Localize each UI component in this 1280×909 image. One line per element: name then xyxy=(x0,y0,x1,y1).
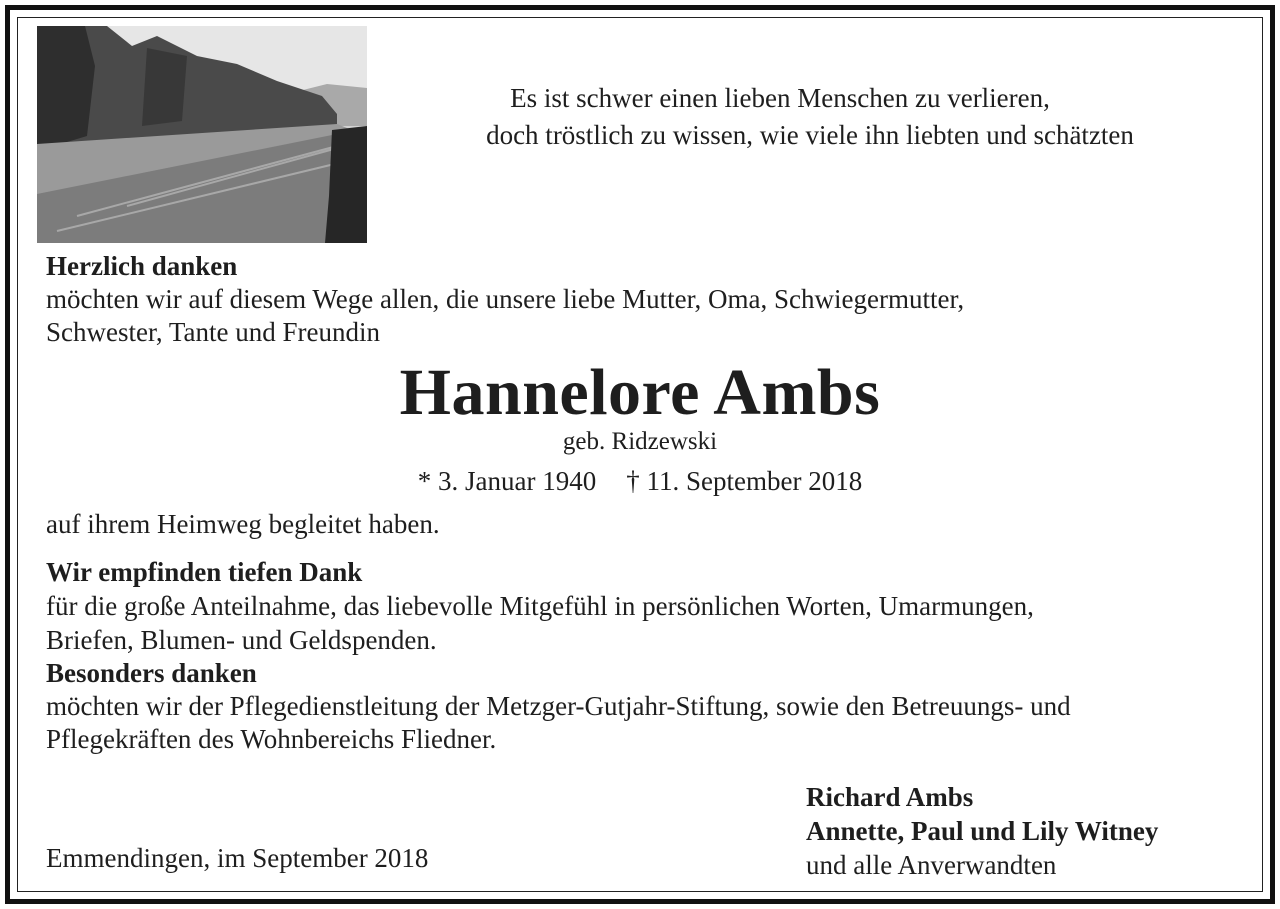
river-landscape-photo xyxy=(37,26,367,243)
deep-thanks-line-2: Briefen, Blumen- und Geldspenden. xyxy=(46,625,437,655)
life-dates xyxy=(0,465,1280,498)
verse-line-2: doch tröstlich zu wissen, wie viele ihn liebten und schätzten xyxy=(486,120,1134,150)
special-thanks-heading: Besonders danken xyxy=(46,658,257,688)
deceased-name: Hannelore Ambs xyxy=(399,356,881,429)
signatory-2: Annette, Paul und Lily Witney xyxy=(806,816,1159,846)
maiden-name: geb. Ridzewski xyxy=(562,428,718,455)
place-date: Emmendingen, im September 2018 xyxy=(46,843,429,873)
special-thanks-line-1: möchten wir der Pflegedienstleitung der Metzger-Gutjahr-Stiftung, sowie den Betreuungs- und xyxy=(46,691,1071,721)
special-thanks-line-2: Pflegekräften des Wohnbereichs Fliedner. xyxy=(46,724,497,754)
death-date: † 11. September 2018 xyxy=(626,466,863,496)
deep-thanks-line-1: für die große Anteilnahme, das liebevolle Mitgefühl in persönlichen Worten, Umarmungen, xyxy=(46,591,1034,621)
thanks-line-1: möchten wir auf diesem Wege allen, die unsere liebe Mutter, Oma, Schwiegermutter, xyxy=(46,284,965,314)
deep-thanks-heading: Wir empfinden tiefen Dank xyxy=(46,557,363,587)
signatory-others: und alle Anverwandten xyxy=(806,850,1057,880)
signatory-1: Richard Ambs xyxy=(806,782,974,812)
verse-line-1: Es ist schwer einen lieben Menschen zu verlieren, xyxy=(510,83,1050,113)
birth-date: * 3. Januar 1940 xyxy=(417,466,597,496)
farewell-line: auf ihrem Heimweg begleitet haben. xyxy=(46,509,440,539)
thanks-heading: Herzlich danken xyxy=(46,251,238,281)
thanks-line-2: Schwester, Tante und Freundin xyxy=(46,317,380,347)
